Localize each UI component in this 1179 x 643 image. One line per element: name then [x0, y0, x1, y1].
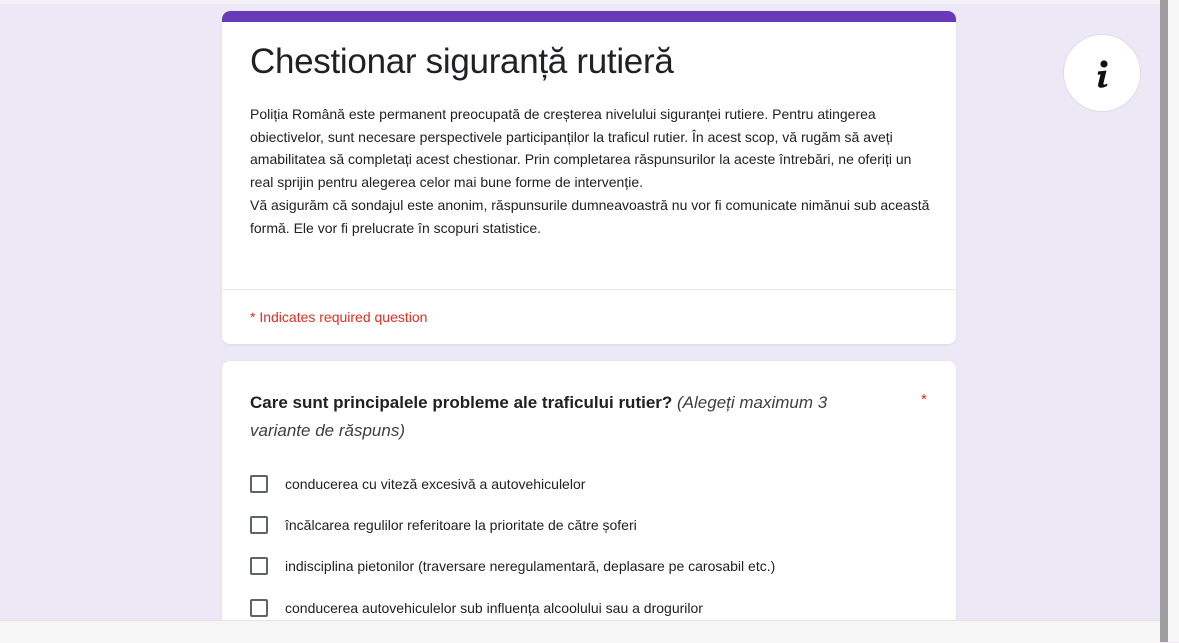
option-3[interactable] [250, 554, 775, 578]
required-star: * [921, 391, 927, 408]
option-2[interactable] [250, 513, 637, 537]
scrollbar[interactable] [1160, 0, 1168, 642]
option-3-checkbox[interactable] [250, 557, 268, 575]
question-title [250, 389, 890, 445]
info-icon [1091, 59, 1115, 89]
header-accent-bar [222, 11, 956, 22]
option-3-label: indisciplina pietonilor (traversare neregulamentară, deplasare pe carosabil etc.) [285, 558, 776, 574]
option-2-checkbox[interactable] [250, 516, 268, 534]
top-border [0, 0, 1179, 4]
question-hint: (Alegeți maximum 3 variante de răspuns) [250, 393, 828, 440]
window-edge [1168, 0, 1179, 642]
question-text: Care sunt principalele probleme ale traficului rutier? [250, 393, 673, 412]
bottom-bar [0, 620, 1160, 643]
form-header-card [222, 11, 956, 344]
option-4-label: conducerea autovehiculelor sub influența alcoolului sau a drogurilor [285, 600, 703, 616]
required-question-note: * Indicates required question [250, 309, 428, 325]
option-1-label: conducerea cu viteză excesivă a autovehiculelor [285, 476, 586, 492]
option-4[interactable] [250, 596, 703, 620]
option-4-checkbox[interactable] [250, 599, 268, 617]
header-divider [222, 289, 956, 290]
question-card [222, 361, 956, 641]
info-button[interactable] [1063, 34, 1141, 112]
form-title: Chestionar siguranță rutieră [250, 42, 674, 81]
form-description: Poliția Română este permanent preocupată de creșterea nivelului siguranței rutiere. Pentru atingerea obiectivelor, sunt necesare perspectivele participanților la traficul rutier. În acest scop, vă rugăm să aveți amabilitatea să completați acest chestionar. Prin completarea răspunsurilor la aceste întrebări, ne oferiți un real sprijin pentru alegerea celor mai bune forme de intervenție. Vă asigurăm că sondajul este anonim, răspunsurile dumneavoastră nu vor fi comunicate nimănui sub această formă. Ele vor fi prelucrate în scopuri statistice. [250, 106, 930, 236]
option-2-label: încălcarea regulilor referitoare la prioritate de către șoferi [285, 517, 637, 533]
option-1[interactable] [250, 472, 585, 496]
option-1-checkbox[interactable] [250, 475, 268, 493]
